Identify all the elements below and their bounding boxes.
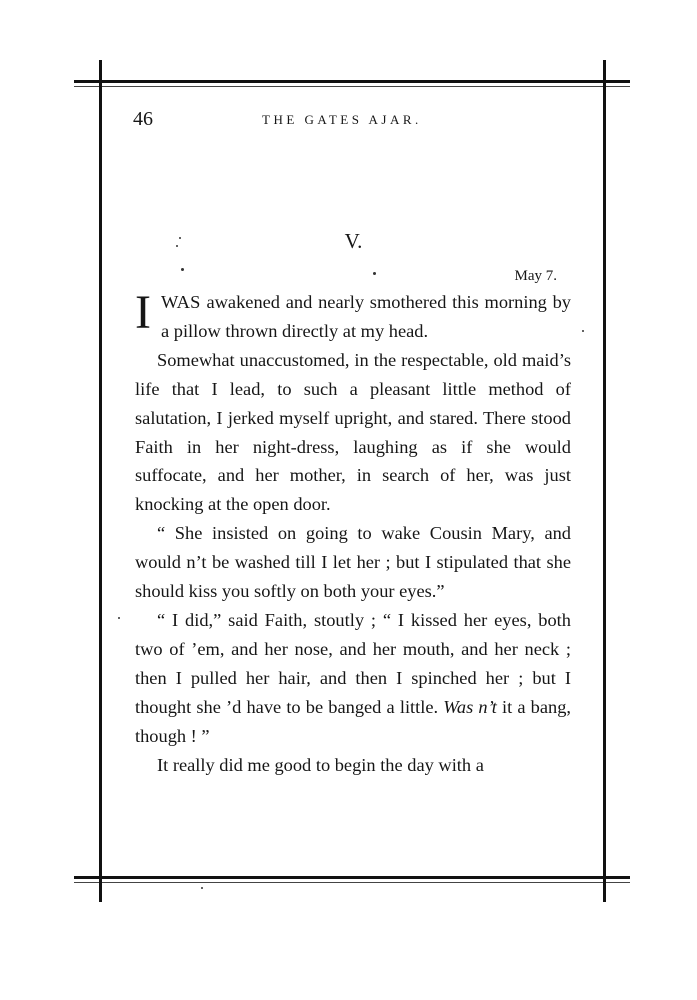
paragraph-5: It really did me good to begin the day with a	[157, 754, 484, 775]
frame-left-rule	[99, 60, 102, 902]
first-word: WAS	[160, 292, 201, 312]
body-text	[135, 288, 571, 779]
entry-date: May 7.	[514, 268, 557, 284]
paragraph-4-italic: Was n’t	[443, 696, 497, 717]
page-number: 46	[133, 108, 153, 130]
frame-top-rule	[74, 80, 630, 83]
print-speck	[179, 237, 181, 239]
paragraph-3: “ She insisted on going to wake Cousin Mary, and would n’t be washed till I let her ; but I stipulated that she should kiss you softly on both your eyes.”	[135, 523, 571, 602]
print-speck	[373, 272, 376, 275]
paragraph-1	[135, 288, 571, 346]
print-speck	[118, 617, 120, 619]
drop-cap: I	[135, 286, 151, 339]
book-title: THE GATES AJAR.	[262, 112, 422, 127]
paragraph-4	[135, 606, 571, 751]
frame-bottom-thin-rule	[74, 882, 630, 883]
chapter-number: V.	[344, 229, 363, 253]
print-speck	[181, 268, 184, 271]
paragraph-4-text-before: “ I did,” said Faith, stoutly ; “ I kissed her eyes, both two of ’em, and her nose, and her mouth, and her neck ; then I pulled her hair, and then I spinched her ; but I thought she ’d have to be banged a little.	[135, 609, 571, 717]
print-speck	[176, 245, 178, 247]
frame-right-rule	[603, 60, 606, 902]
paragraph-2: Somewhat unaccustomed, in the respectable, old maid’s life that I lead, to such a pleasant little method of salutation, I jerked myself upright, and stared. There stood Faith in her night-dress, laughing as if she would suffocate, and her mother, in search of her, was just knocking at the open door.	[135, 349, 571, 515]
paragraph-4-text-after: it a bang, though ! ”	[135, 696, 571, 746]
print-speck	[201, 887, 203, 889]
frame-top-thin-rule	[74, 86, 630, 87]
print-speck	[582, 330, 584, 332]
paragraph-1-text: awakened and nearly smothered this morning by a pillow thrown directly at my head.	[160, 292, 571, 341]
running-head	[133, 108, 573, 134]
frame-bottom-rule	[74, 876, 630, 879]
